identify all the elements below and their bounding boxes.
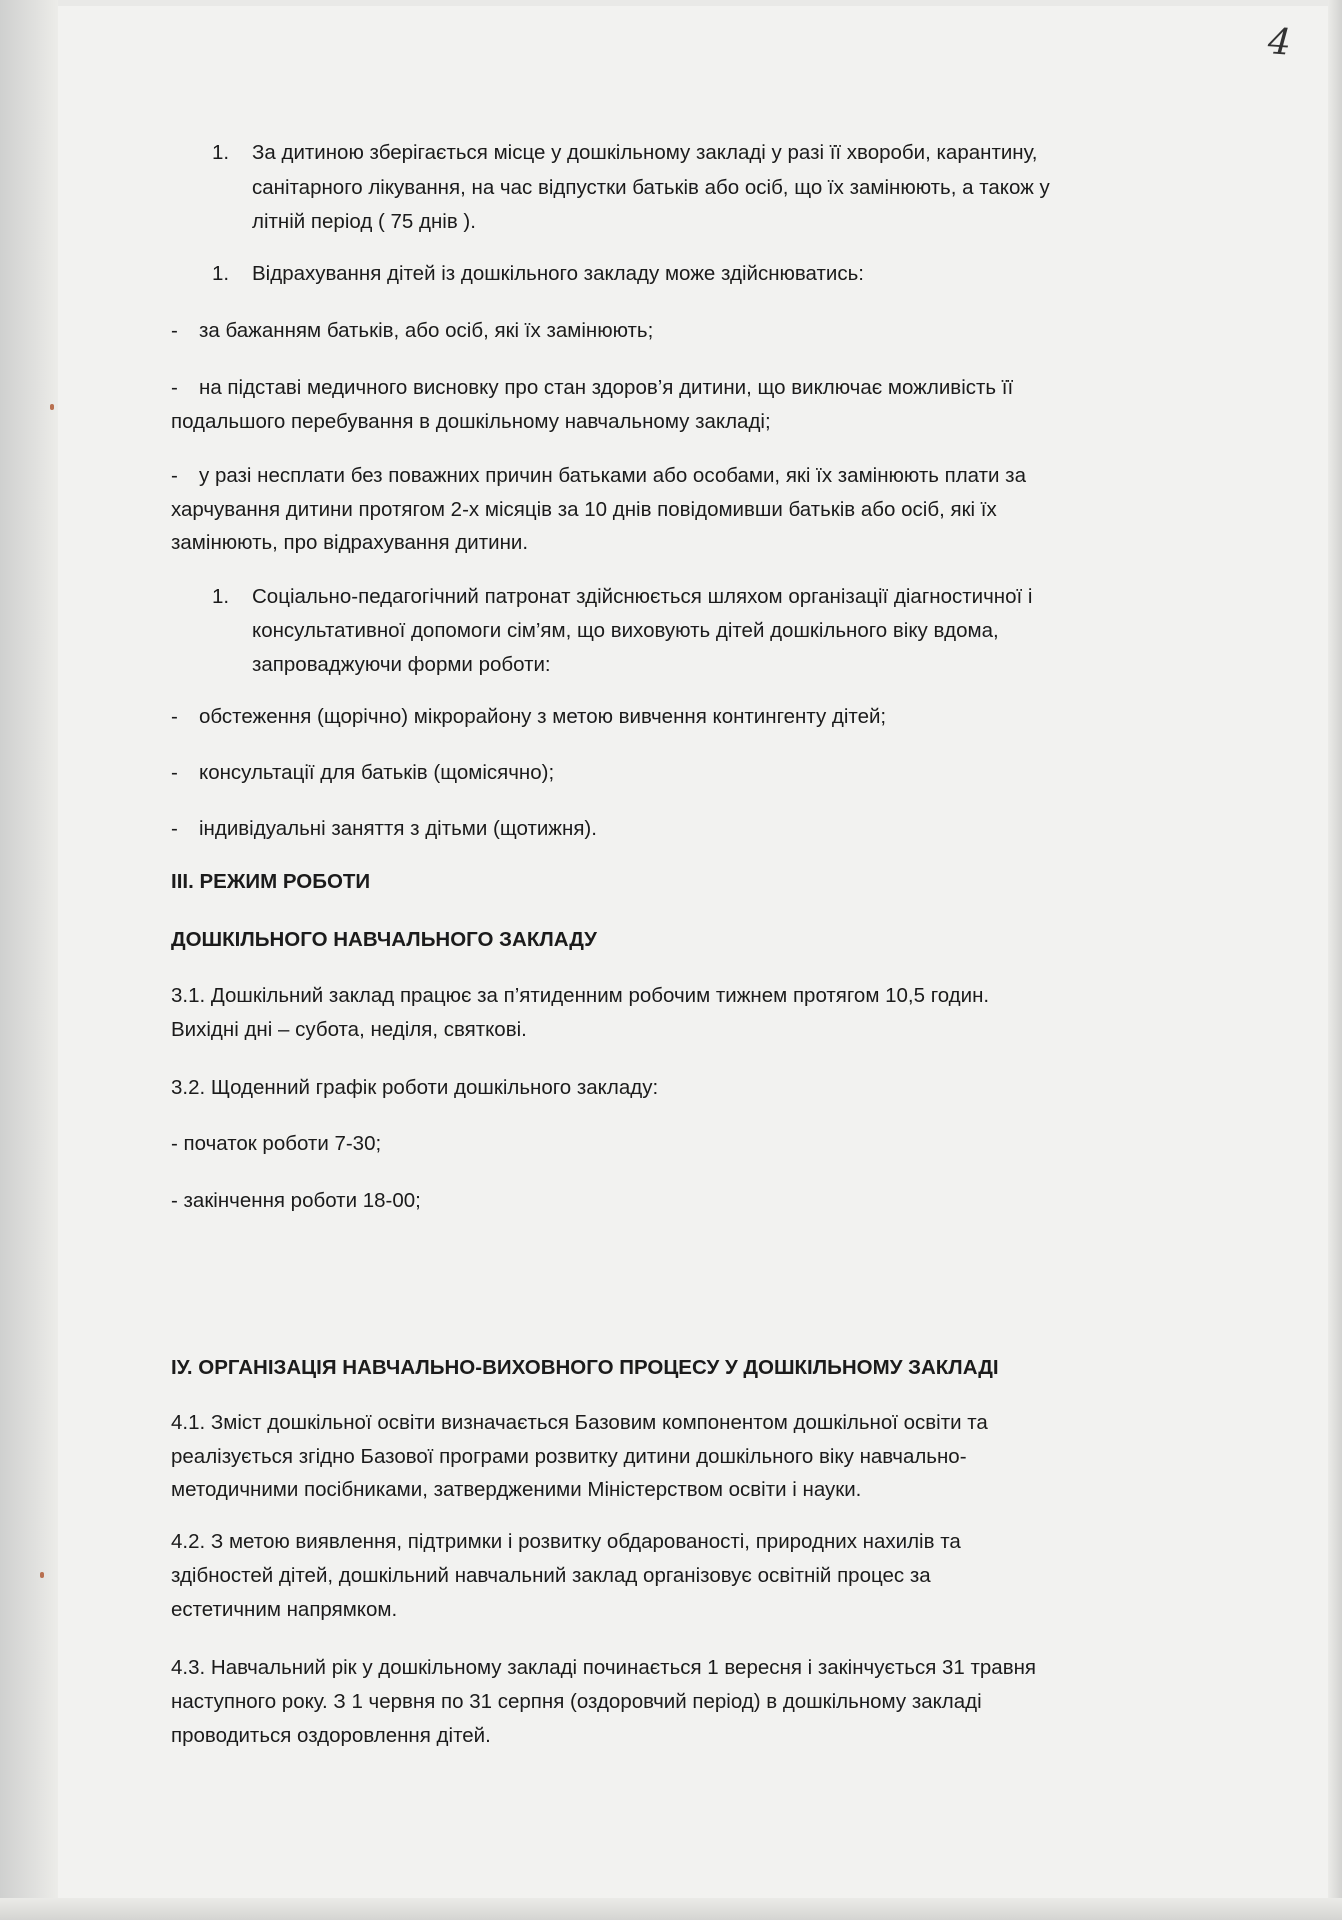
text-line: Відрахування дітей із дошкільного закладу може здійснюватись: [252,262,864,285]
list-dash: - [171,319,178,342]
text-line: за бажанням батьків, або осіб, які їх замінюють; [199,319,654,342]
scan-right-edge [1328,0,1342,1920]
text-line: консультації для батьків (щомісячно); [199,761,555,784]
text-line: 4.1. Зміст дошкільної освіти визначається Базовим компонентом дошкільної освіти та [171,1411,988,1434]
list-dash: - [171,376,178,399]
margin-mark [40,1572,44,1578]
text-line: За дитиною зберігається місце у дошкільному закладі у разі її хвороби, карантину, [252,141,1038,164]
text-line: Соціально-педагогічний патронат здійснюється шляхом організації діагностичної і [252,585,1033,608]
text-line: 3.2. Щоденний графік роботи дошкільного закладу: [171,1076,659,1099]
text-line: 4.2. З метою виявлення, підтримки і розвитку обдарованості, природних нахилів та [171,1530,961,1553]
text-line: подальшого перебування в дошкільному навчальному закладі; [171,410,771,433]
text-line: - початок роботи 7-30; [171,1132,382,1155]
text-line: літній період ( 75 днів ). [252,210,476,233]
scan-left-edge [0,0,58,1920]
list-dash: - [171,761,178,784]
scan-bottom-edge [0,1898,1342,1920]
text-line: здібностей дітей, дошкільний навчальний заклад організовує освітній процес за [171,1564,931,1587]
text-line: методичними посібниками, затвердженими Міністерством освіти і науки. [171,1478,862,1501]
text-line: харчування дитини протягом 2-х місяців за 10 днів повідомивши батьків або осіб, які їх [171,498,997,521]
text-line: проводиться оздоровлення дітей. [171,1724,491,1747]
list-number: 1. [212,262,230,285]
list-dash: - [171,705,178,728]
text-line: наступного року. З 1 червня по 31 серпня (оздоровчий період) в дошкільному закладі [171,1690,982,1713]
list-number: 1. [212,585,230,608]
text-line: індивідуальні заняття з дітьми (щотижня). [199,817,597,840]
text-line: - закінчення роботи 18-00; [171,1189,421,1212]
text-line: санітарного лікування, на час відпустки батьків або осіб, що їх замінюють, а також у [252,176,1050,199]
section-heading: ДОШКІЛЬНОГО НАВЧАЛЬНОГО ЗАКЛАДУ [171,928,597,951]
list-dash: - [171,464,178,487]
margin-mark [50,404,54,410]
text-line: на підставі медичного висновку про стан здоров’я дитини, що виключає можливість її [199,376,1014,399]
text-line: замінюють, про відрахування дитини. [171,531,529,554]
section-heading: ІІІ. РЕЖИМ РОБОТИ [171,870,371,893]
text-line: у разі несплати без поважних причин батьками або особами, які їх замінюють плати за [199,464,1026,487]
text-line: консультативної допомоги сім’ям, що виховують дітей дошкільного віку вдома, [252,619,999,642]
text-line: обстеження (щорічно) мікрорайону з метою вивчення контингенту дітей; [199,705,887,728]
text-line: запроваджуючи форми роботи: [252,653,551,676]
text-line: Вихідні дні – субота, неділя, святкові. [171,1018,527,1041]
handwritten-page-number: 4 [1266,21,1293,64]
list-dash: - [171,817,178,840]
section-heading: ІУ. ОРГАНІЗАЦІЯ НАВЧАЛЬНО-ВИХОВНОГО ПРОЦЕСУ У ДОШКІЛЬНОМУ ЗАКЛАДІ [171,1356,999,1379]
text-line: естетичним напрямком. [171,1598,398,1621]
text-line: 4.3. Навчальний рік у дошкільному закладі починається 1 вересня і закінчується 31 травня [171,1656,1037,1679]
text-line: реалізується згідно Базової програми розвитку дитини дошкільного віку навчально- [171,1445,967,1468]
list-number: 1. [212,141,230,164]
text-line: 3.1. Дошкільний заклад працює за п’ятиденним робочим тижнем протягом 10,5 годин. [171,984,990,1007]
